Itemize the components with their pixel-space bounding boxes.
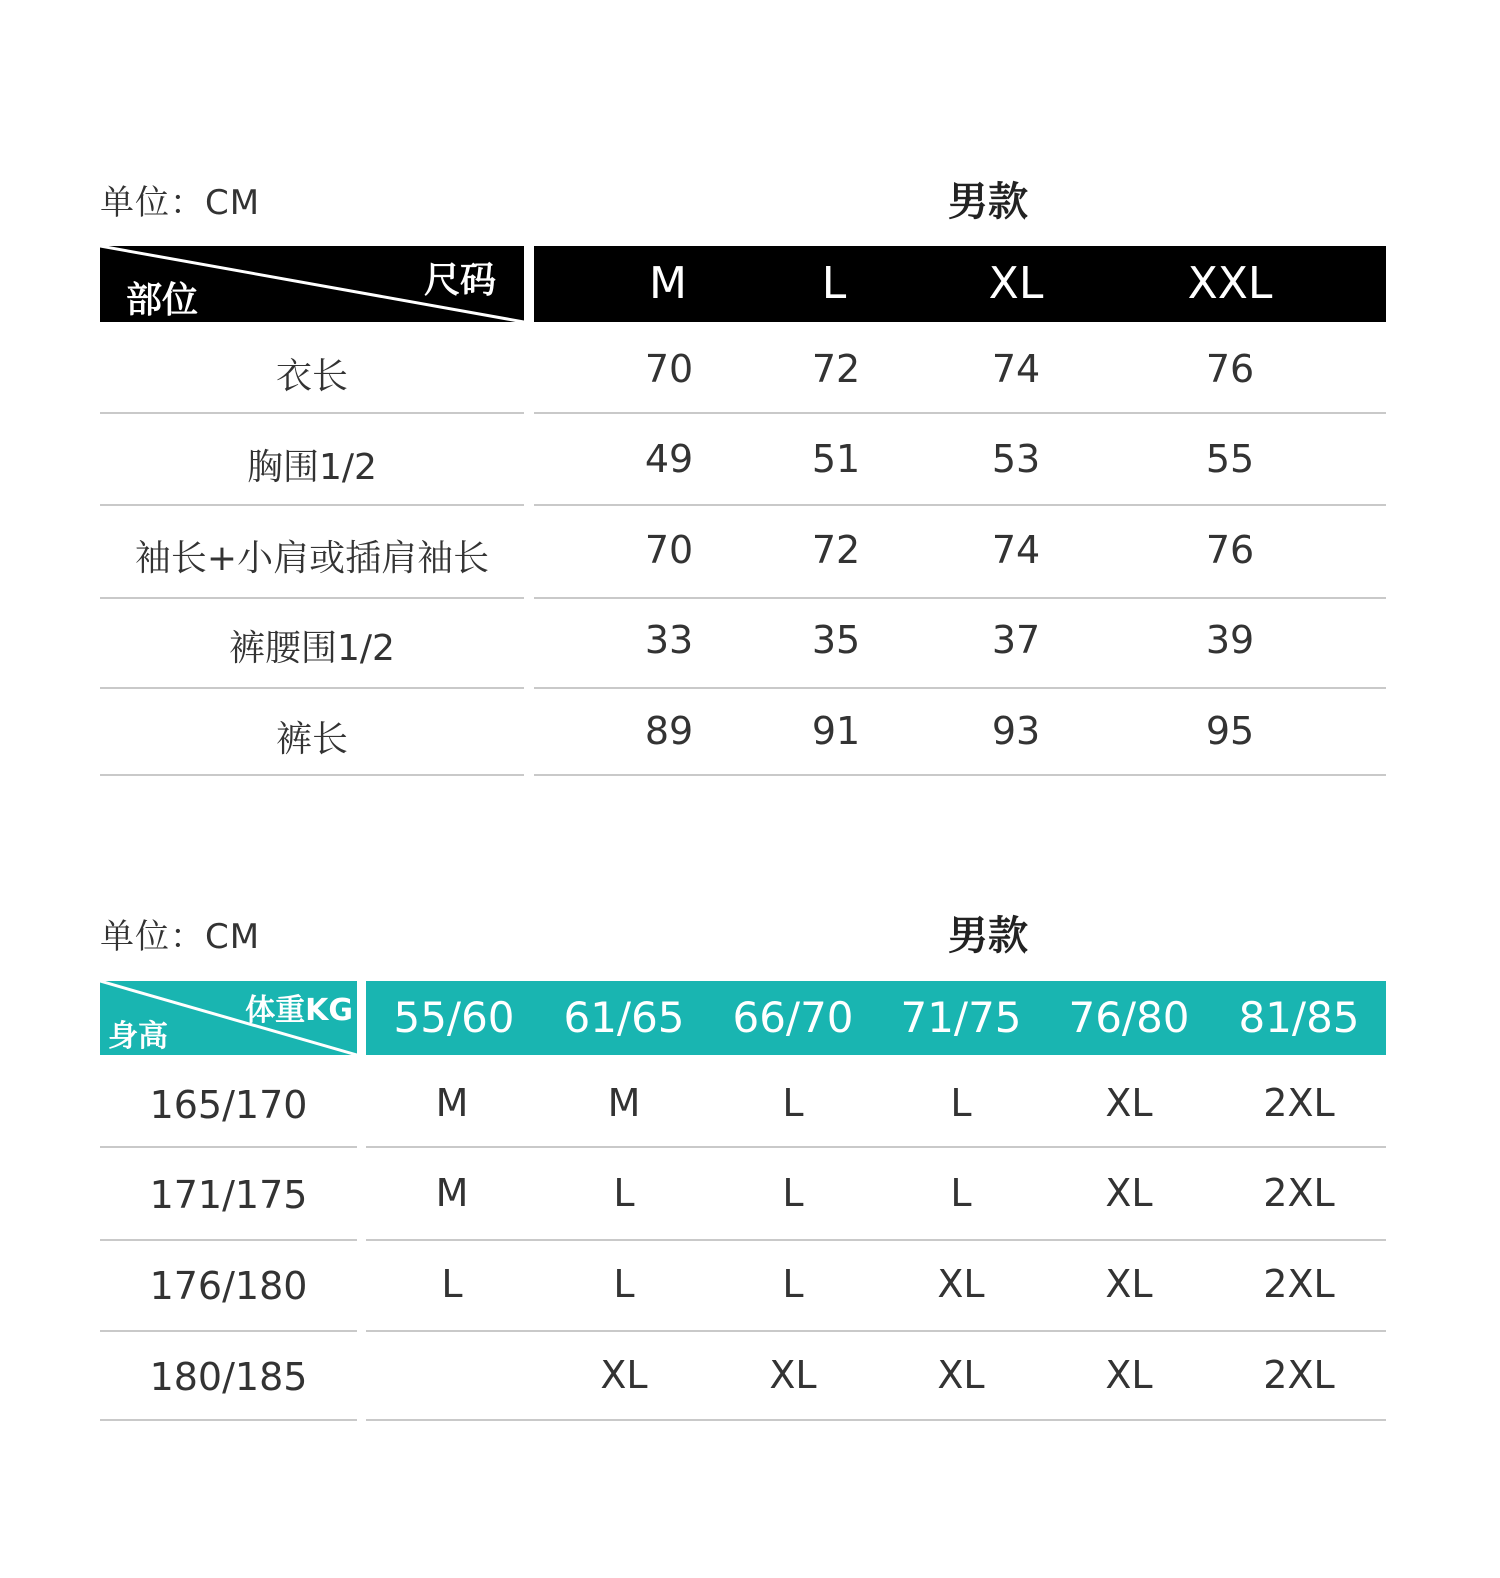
table-row-label: 裤腰围1/2 — [229, 628, 395, 669]
table-cell: 72 — [811, 528, 861, 572]
table-cell: L — [950, 1171, 972, 1215]
corner-top-label-2: 体重KG — [245, 993, 353, 1028]
table-cell: XL — [1105, 1262, 1153, 1306]
weight-header: 71/75 — [900, 993, 1022, 1042]
row-divider — [534, 597, 1386, 599]
table-cell: XL — [937, 1353, 985, 1397]
row-divider — [100, 1330, 357, 1332]
table-row-label: 176/180 — [149, 1264, 308, 1308]
corner-top-label-1: 尺码 — [423, 260, 496, 301]
weight-header: 76/80 — [1068, 993, 1190, 1042]
table-cell: L — [613, 1171, 635, 1215]
gender-title-1: 男款 — [948, 179, 1028, 225]
table-cell: 70 — [644, 528, 694, 572]
row-divider — [534, 687, 1386, 689]
table-cell: 2XL — [1263, 1171, 1335, 1215]
table-cell: M — [435, 1081, 469, 1125]
row-divider — [366, 1146, 1386, 1148]
weight-header: 81/85 — [1238, 993, 1360, 1042]
unit-label-2: 单位：CM — [100, 917, 261, 957]
table-cell: M — [607, 1081, 641, 1125]
unit-label-1: 单位：CM — [100, 183, 261, 223]
table-cell: XL — [769, 1353, 817, 1397]
table-cell: M — [435, 1171, 469, 1215]
corner-header-1 — [100, 246, 524, 322]
table-cell: 93 — [991, 709, 1041, 753]
row-divider — [534, 412, 1386, 414]
row-divider — [100, 1419, 357, 1421]
table-cell: 2XL — [1263, 1262, 1335, 1306]
size-header-l: L — [821, 258, 847, 309]
table-cell: L — [782, 1171, 804, 1215]
table-cell: L — [782, 1081, 804, 1125]
weight-header: 66/70 — [732, 993, 854, 1042]
size-header-m: M — [649, 258, 687, 309]
corner-header-2 — [100, 981, 357, 1055]
table-cell: 95 — [1205, 709, 1255, 753]
table-cell: 74 — [991, 347, 1041, 391]
table-cell: L — [441, 1262, 463, 1306]
size-header-xxl: XXL — [1187, 258, 1273, 309]
row-divider — [100, 504, 524, 506]
table-row-label: 衣长 — [275, 356, 348, 397]
row-divider — [100, 774, 524, 776]
weight-header: 61/65 — [563, 993, 685, 1042]
table-row-label: 胸围1/2 — [247, 447, 377, 488]
table-cell: XL — [937, 1262, 985, 1306]
table-cell: XL — [1105, 1081, 1153, 1125]
row-divider — [366, 1330, 1386, 1332]
table-cell: XL — [1105, 1353, 1153, 1397]
weight-header: 55/60 — [393, 993, 515, 1042]
table-cell: 76 — [1205, 528, 1255, 572]
table-cell: 2XL — [1263, 1081, 1335, 1125]
table-row-label: 袖长+小肩或插肩袖长 — [134, 538, 490, 579]
table-cell: 74 — [991, 528, 1041, 572]
corner-bottom-label-2: 身高 — [108, 1019, 168, 1054]
size-header-xl: XL — [988, 258, 1044, 309]
table-cell: 49 — [644, 437, 694, 481]
row-divider — [100, 1239, 357, 1241]
table-cell: 91 — [811, 709, 861, 753]
row-divider — [534, 774, 1386, 776]
row-divider — [100, 1146, 357, 1148]
row-divider — [366, 1239, 1386, 1241]
row-divider — [366, 1419, 1386, 1421]
table-row-label: 180/185 — [149, 1355, 308, 1399]
row-divider — [534, 504, 1386, 506]
table-cell: 53 — [991, 437, 1041, 481]
table-cell: 2XL — [1263, 1353, 1335, 1397]
table-row-label: 裤长 — [275, 719, 348, 760]
row-divider — [100, 687, 524, 689]
table-row-label: 165/170 — [149, 1083, 308, 1127]
table-cell: 39 — [1205, 618, 1255, 662]
table-cell: 76 — [1205, 347, 1255, 391]
table-cell: 55 — [1205, 437, 1255, 481]
row-divider — [100, 597, 524, 599]
table-cell: XL — [600, 1353, 648, 1397]
table-cell: 70 — [644, 347, 694, 391]
row-divider — [100, 412, 524, 414]
table-cell: L — [950, 1081, 972, 1125]
corner-bottom-label-1: 部位 — [126, 280, 199, 321]
table-row-label: 171/175 — [149, 1173, 308, 1217]
table-cell: XL — [1105, 1171, 1153, 1215]
table-cell: 89 — [644, 709, 694, 753]
table-cell: L — [613, 1262, 635, 1306]
table-cell: L — [782, 1262, 804, 1306]
table-cell: 37 — [991, 618, 1041, 662]
table-cell: 51 — [811, 437, 861, 481]
gender-title-2: 男款 — [948, 913, 1028, 959]
table-cell: 35 — [811, 618, 861, 662]
table-cell: 72 — [811, 347, 861, 391]
table-cell: 33 — [644, 618, 694, 662]
